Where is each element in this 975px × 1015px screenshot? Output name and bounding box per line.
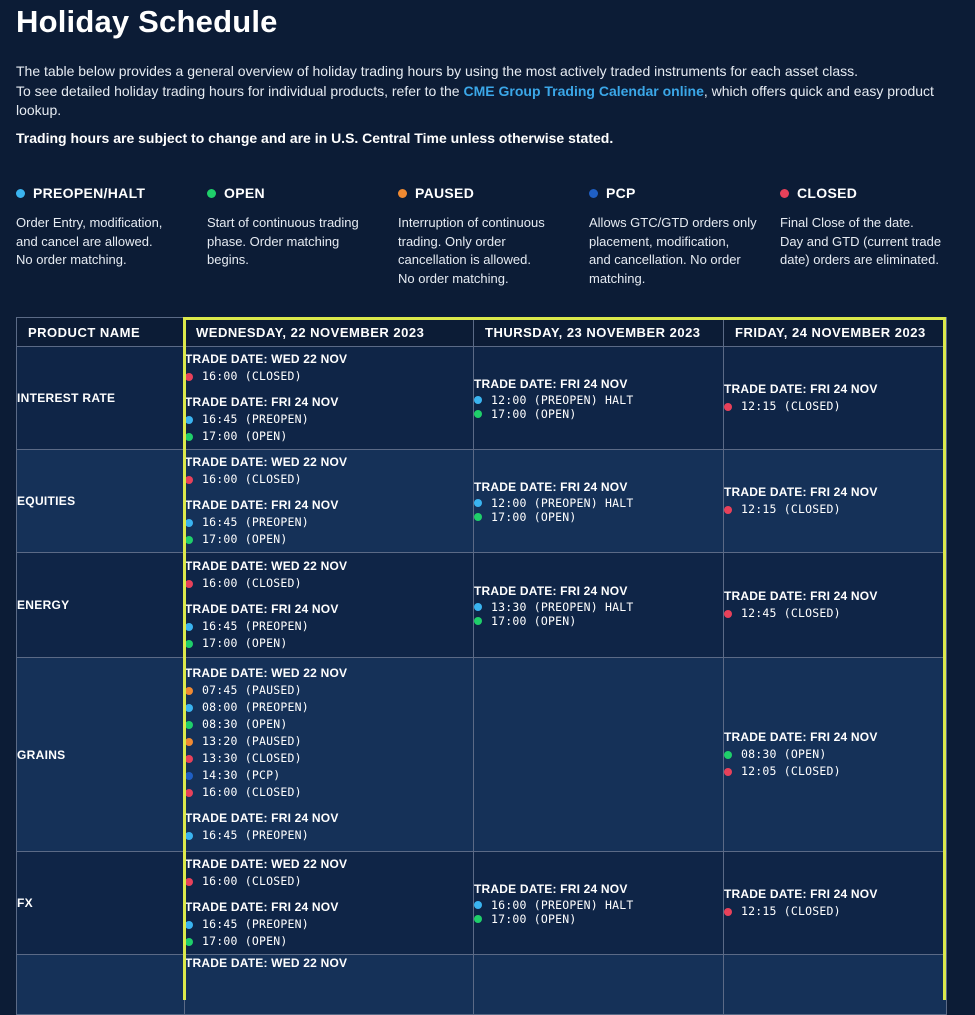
status-dot-icon <box>185 536 193 544</box>
product-name-cell: GRAINS <box>17 658 185 852</box>
intro-line-2-post: , which offers quick and easy product lookup. <box>16 82 934 118</box>
status-dot-icon <box>185 738 193 746</box>
legend-title <box>16 184 196 202</box>
status-dot-icon <box>185 704 193 712</box>
schedule-entry-text: 16:00 (PREOPEN) HALT <box>491 897 634 912</box>
trade-date-group <box>185 955 473 972</box>
schedule-entry-text: 08:00 (PREOPEN) <box>202 700 309 714</box>
schedule-cell <box>724 658 947 852</box>
status-dot-icon <box>724 751 732 759</box>
status-dot-icon <box>398 189 407 198</box>
schedule-entry <box>474 407 723 421</box>
table-row <box>17 450 947 553</box>
trade-date-group <box>474 881 723 926</box>
status-dot-icon <box>185 772 193 780</box>
trade-date-group <box>724 484 946 518</box>
status-dot-icon <box>185 373 193 381</box>
schedule-cell <box>474 852 724 955</box>
legend-description-line: and cancel are allowed. <box>16 233 153 249</box>
schedule-entry <box>185 531 473 548</box>
table-row <box>17 347 947 450</box>
legend-description-line: Day and GTD (current trade <box>780 233 942 249</box>
schedule-entry <box>185 716 473 733</box>
trade-date-group <box>724 886 946 920</box>
schedule-entry-text: 16:45 (PREOPEN) <box>202 515 309 529</box>
table-header-row <box>17 318 947 347</box>
trade-date-label: TRADE DATE: FRI 24 NOV <box>724 730 878 744</box>
schedule-entry-text: 12:00 (PREOPEN) HALT <box>491 392 634 407</box>
legend-title <box>207 184 387 202</box>
status-dot-icon <box>185 519 193 527</box>
trade-date-group <box>724 729 946 780</box>
trade-date-label: TRADE DATE: FRI 24 NOV <box>185 498 339 512</box>
schedule-cell <box>724 450 947 553</box>
legend-description-line: begins. <box>207 252 249 267</box>
schedule-cell <box>474 553 724 658</box>
legend-description <box>207 214 387 270</box>
trade-date-group <box>185 454 473 488</box>
status-dot-icon <box>185 476 193 484</box>
status-dot-icon <box>474 901 482 909</box>
trade-date-label: TRADE DATE: FRI 24 NOV <box>474 479 628 494</box>
schedule-entry <box>724 746 946 763</box>
trade-date-label: TRADE DATE: FRI 24 NOV <box>474 376 628 391</box>
legend-description <box>16 214 196 270</box>
legend-description-line: placement, modification, <box>589 233 730 249</box>
schedule-entry-text: 16:00 (CLOSED) <box>202 874 302 888</box>
legend-description-line: Start of continuous trading <box>207 215 359 230</box>
legend-title <box>398 184 578 202</box>
schedule-entry-text: 13:30 (CLOSED) <box>202 751 302 765</box>
schedule-entry-text: 08:30 (OPEN) <box>741 747 827 761</box>
header-thursday: THURSDAY, 23 NOVEMBER 2023 <box>474 318 724 347</box>
status-dot-icon <box>16 189 25 198</box>
legend-label: OPEN <box>224 185 265 201</box>
trade-date-group <box>185 351 473 385</box>
schedule-entry <box>185 767 473 784</box>
trade-date-label: TRADE DATE: FRI 24 NOV <box>185 602 339 616</box>
legend-label: CLOSED <box>797 185 858 201</box>
table-row <box>17 955 947 1015</box>
schedule-entry <box>724 501 946 518</box>
legend-item-pcp <box>589 184 769 288</box>
schedule-entry-text: 12:00 (PREOPEN) HALT <box>491 495 634 510</box>
header-product-name: PRODUCT NAME <box>17 318 185 347</box>
table-row <box>17 852 947 955</box>
schedule-entry-text: 13:30 (PREOPEN) HALT <box>491 599 634 614</box>
trade-date-label: TRADE DATE: FRI 24 NOV <box>185 811 339 825</box>
trade-date-label: TRADE DATE: FRI 24 NOV <box>724 485 878 499</box>
schedule-cell <box>474 347 724 450</box>
schedule-entry-text: 17:00 (OPEN) <box>202 636 288 650</box>
schedule-entry-text: 17:00 (OPEN) <box>491 509 577 524</box>
schedule-entry <box>474 496 723 510</box>
legend-description-line: No order matching. <box>16 252 127 267</box>
schedule-entry-text: 12:15 (CLOSED) <box>741 904 841 918</box>
schedule-cell <box>724 553 947 658</box>
schedule-entry <box>474 912 723 926</box>
trade-date-label: TRADE DATE: FRI 24 NOV <box>185 900 339 914</box>
schedule-entry <box>724 903 946 920</box>
trade-date-label: TRADE DATE: WED 22 NOV <box>185 455 348 469</box>
trade-date-label: TRADE DATE: FRI 24 NOV <box>724 589 878 603</box>
status-dot-icon <box>185 687 193 695</box>
schedule-entry <box>724 605 946 622</box>
schedule-entry <box>474 898 723 912</box>
legend-description-line: No order matching. <box>398 270 509 286</box>
legend-item-paused <box>398 184 578 288</box>
legend-description-line: cancellation is allowed. <box>398 252 531 267</box>
schedule-entry <box>185 933 473 950</box>
status-dot-icon <box>185 433 193 441</box>
schedule-entry-text: 17:00 (OPEN) <box>491 406 577 421</box>
status-dot-icon <box>185 580 193 588</box>
status-dot-icon <box>474 617 482 625</box>
trade-date-group <box>185 601 473 652</box>
schedule-entry-text: 16:45 (PREOPEN) <box>202 917 309 931</box>
schedule-cell <box>474 450 724 553</box>
schedule-entry <box>474 510 723 524</box>
trade-date-group <box>185 899 473 950</box>
schedule-entry <box>185 411 473 428</box>
trade-date-group <box>185 665 473 801</box>
status-dot-icon <box>185 938 193 946</box>
trade-date-group <box>474 479 723 524</box>
schedule-entry <box>724 398 946 415</box>
legend-description-line: matching. <box>589 270 646 286</box>
schedule-entry <box>185 635 473 652</box>
intro-line-2-pre: To see detailed holiday trading hours for individual products, refer to the <box>16 82 464 99</box>
legend-description <box>589 214 769 288</box>
schedule-entry-text: 17:00 (OPEN) <box>202 429 288 443</box>
table-row <box>17 658 947 852</box>
schedule-entry-text: 16:00 (CLOSED) <box>202 472 302 486</box>
status-dot-icon <box>724 610 732 618</box>
trade-date-group <box>185 810 473 844</box>
schedule-entry-text: 16:45 (PREOPEN) <box>202 412 309 426</box>
header-friday: FRIDAY, 24 NOVEMBER 2023 <box>724 318 947 347</box>
header-wednesday: WEDNESDAY, 22 NOVEMBER 2023 <box>185 318 474 347</box>
legend-description-line: Final Close of the date. <box>780 215 914 230</box>
legend-description-line: phase. Order matching <box>207 233 340 249</box>
status-dot-icon <box>474 603 482 611</box>
trade-date-group <box>724 381 946 415</box>
status-dot-icon <box>474 396 482 404</box>
trade-date-label: TRADE DATE: WED 22 NOV <box>185 857 348 871</box>
schedule-entry <box>185 682 473 699</box>
schedule-entry <box>185 618 473 635</box>
schedule-cell <box>185 450 474 553</box>
trade-date-group <box>185 558 473 592</box>
trading-calendar-link[interactable]: CME Group Trading Calendar online <box>463 82 704 99</box>
status-dot-icon <box>780 189 789 198</box>
schedule-entry <box>185 827 473 844</box>
holiday-schedule-table <box>16 317 947 1015</box>
status-dot-icon <box>185 623 193 631</box>
trade-date-label: TRADE DATE: WED 22 NOV <box>185 956 348 970</box>
product-name-cell <box>17 955 185 1015</box>
trade-date-group <box>185 856 473 890</box>
schedule-entry-text: 17:00 (OPEN) <box>202 532 288 546</box>
legend-description <box>780 214 960 270</box>
schedule-entry-text: 16:00 (CLOSED) <box>202 576 302 590</box>
schedule-cell <box>724 347 947 450</box>
schedule-cell <box>724 852 947 955</box>
schedule-entry-text: 12:15 (CLOSED) <box>741 502 841 516</box>
schedule-entry-text: 16:00 (CLOSED) <box>202 369 302 383</box>
schedule-entry-text: 17:00 (OPEN) <box>202 934 288 948</box>
schedule-cell <box>185 852 474 955</box>
product-name-cell: INTEREST RATE <box>17 347 185 450</box>
status-dot-icon <box>185 416 193 424</box>
schedule-entry <box>185 514 473 531</box>
schedule-entry-text: 12:15 (CLOSED) <box>741 399 841 413</box>
status-dot-icon <box>207 189 216 198</box>
schedule-cell <box>185 658 474 852</box>
trade-date-label: TRADE DATE: FRI 24 NOV <box>724 382 878 396</box>
product-name-cell: FX <box>17 852 185 955</box>
schedule-entry-text: 12:05 (CLOSED) <box>741 764 841 778</box>
legend-description-line: Order Entry, modification, <box>16 215 163 230</box>
schedule-entry <box>185 575 473 592</box>
intro-text <box>16 62 936 121</box>
legend-item-closed <box>780 184 960 270</box>
schedule-entry-text: 16:00 (CLOSED) <box>202 785 302 799</box>
schedule-entry <box>185 699 473 716</box>
legend-item-preopen <box>16 184 196 270</box>
status-dot-icon <box>185 755 193 763</box>
schedule-cell <box>185 553 474 658</box>
schedule-entry <box>185 471 473 488</box>
schedule-entry-text: 12:45 (CLOSED) <box>741 606 841 620</box>
schedule-entry-text: 17:00 (OPEN) <box>491 911 577 926</box>
trade-date-group <box>185 497 473 548</box>
legend-title <box>780 184 960 202</box>
trade-date-group <box>474 583 723 628</box>
page-title: Holiday Schedule <box>16 4 278 39</box>
legend-description-line: Allows GTC/GTD orders only <box>589 215 757 230</box>
schedule-cell <box>185 955 474 1015</box>
status-dot-icon <box>185 921 193 929</box>
legend-description-line: Interruption of continuous <box>398 215 545 230</box>
status-dot-icon <box>185 832 193 840</box>
schedule-entry <box>185 733 473 750</box>
trade-date-group <box>724 588 946 622</box>
status-dot-icon <box>185 640 193 648</box>
legend-label: PAUSED <box>415 185 475 201</box>
trade-date-label: TRADE DATE: FRI 24 NOV <box>474 881 628 896</box>
schedule-cell <box>474 955 724 1015</box>
status-dot-icon <box>474 915 482 923</box>
trade-date-label: TRADE DATE: FRI 24 NOV <box>185 395 339 409</box>
schedule-entry <box>185 428 473 445</box>
legend-description-line: date) orders are eliminated. <box>780 252 939 267</box>
table-row <box>17 553 947 658</box>
schedule-entry-text: 17:00 (OPEN) <box>491 613 577 628</box>
status-dot-icon <box>724 768 732 776</box>
trade-date-label: TRADE DATE: WED 22 NOV <box>185 666 348 680</box>
legend-item-open <box>207 184 387 270</box>
schedule-entry <box>185 916 473 933</box>
legend-title <box>589 184 769 202</box>
status-dot-icon <box>474 410 482 418</box>
status-dot-icon <box>724 403 732 411</box>
legend-description-line: trading. Only order <box>398 233 506 249</box>
status-dot-icon <box>589 189 598 198</box>
legend-description-line: and cancellation. No order <box>589 252 741 267</box>
trade-date-group <box>474 376 723 421</box>
status-dot-icon <box>474 499 482 507</box>
legend-description <box>398 214 578 288</box>
schedule-entry-text: 16:45 (PREOPEN) <box>202 828 309 842</box>
schedule-entry-text: 14:30 (PCP) <box>202 768 281 782</box>
trade-date-label: TRADE DATE: WED 22 NOV <box>185 352 348 366</box>
schedule-entry <box>185 750 473 767</box>
schedule-entry-text: 16:45 (PREOPEN) <box>202 619 309 633</box>
timezone-note: Trading hours are subject to change and are in U.S. Central Time unless otherwise stated. <box>16 130 614 146</box>
status-dot-icon <box>185 721 193 729</box>
schedule-entry <box>185 784 473 801</box>
trade-date-group <box>185 394 473 445</box>
schedule-entry <box>185 873 473 890</box>
schedule-entry-text: 13:20 (PAUSED) <box>202 734 302 748</box>
product-name-cell: ENERGY <box>17 553 185 658</box>
status-dot-icon <box>185 878 193 886</box>
schedule-cell <box>474 658 724 852</box>
trade-date-label: TRADE DATE: FRI 24 NOV <box>474 583 628 598</box>
status-dot-icon <box>724 908 732 916</box>
schedule-entry <box>474 614 723 628</box>
legend-label: PCP <box>606 185 636 201</box>
schedule-entry-text: 07:45 (PAUSED) <box>202 683 302 697</box>
product-name-cell: EQUITIES <box>17 450 185 553</box>
intro-line-1: The table below provides a general overview of holiday trading hours by using the most actively traded instruments for each asset class. <box>16 63 858 79</box>
trade-date-label: TRADE DATE: WED 22 NOV <box>185 559 348 573</box>
schedule-entry <box>724 763 946 780</box>
schedule-entry <box>474 600 723 614</box>
schedule-cell <box>724 955 947 1015</box>
schedule-entry-text: 08:30 (OPEN) <box>202 717 288 731</box>
trade-date-label: TRADE DATE: FRI 24 NOV <box>724 887 878 901</box>
status-dot-icon <box>724 506 732 514</box>
schedule-entry <box>185 368 473 385</box>
legend-label: PREOPEN/HALT <box>33 185 146 201</box>
schedule-entry <box>474 393 723 407</box>
status-dot-icon <box>474 513 482 521</box>
status-dot-icon <box>185 789 193 797</box>
schedule-cell <box>185 347 474 450</box>
